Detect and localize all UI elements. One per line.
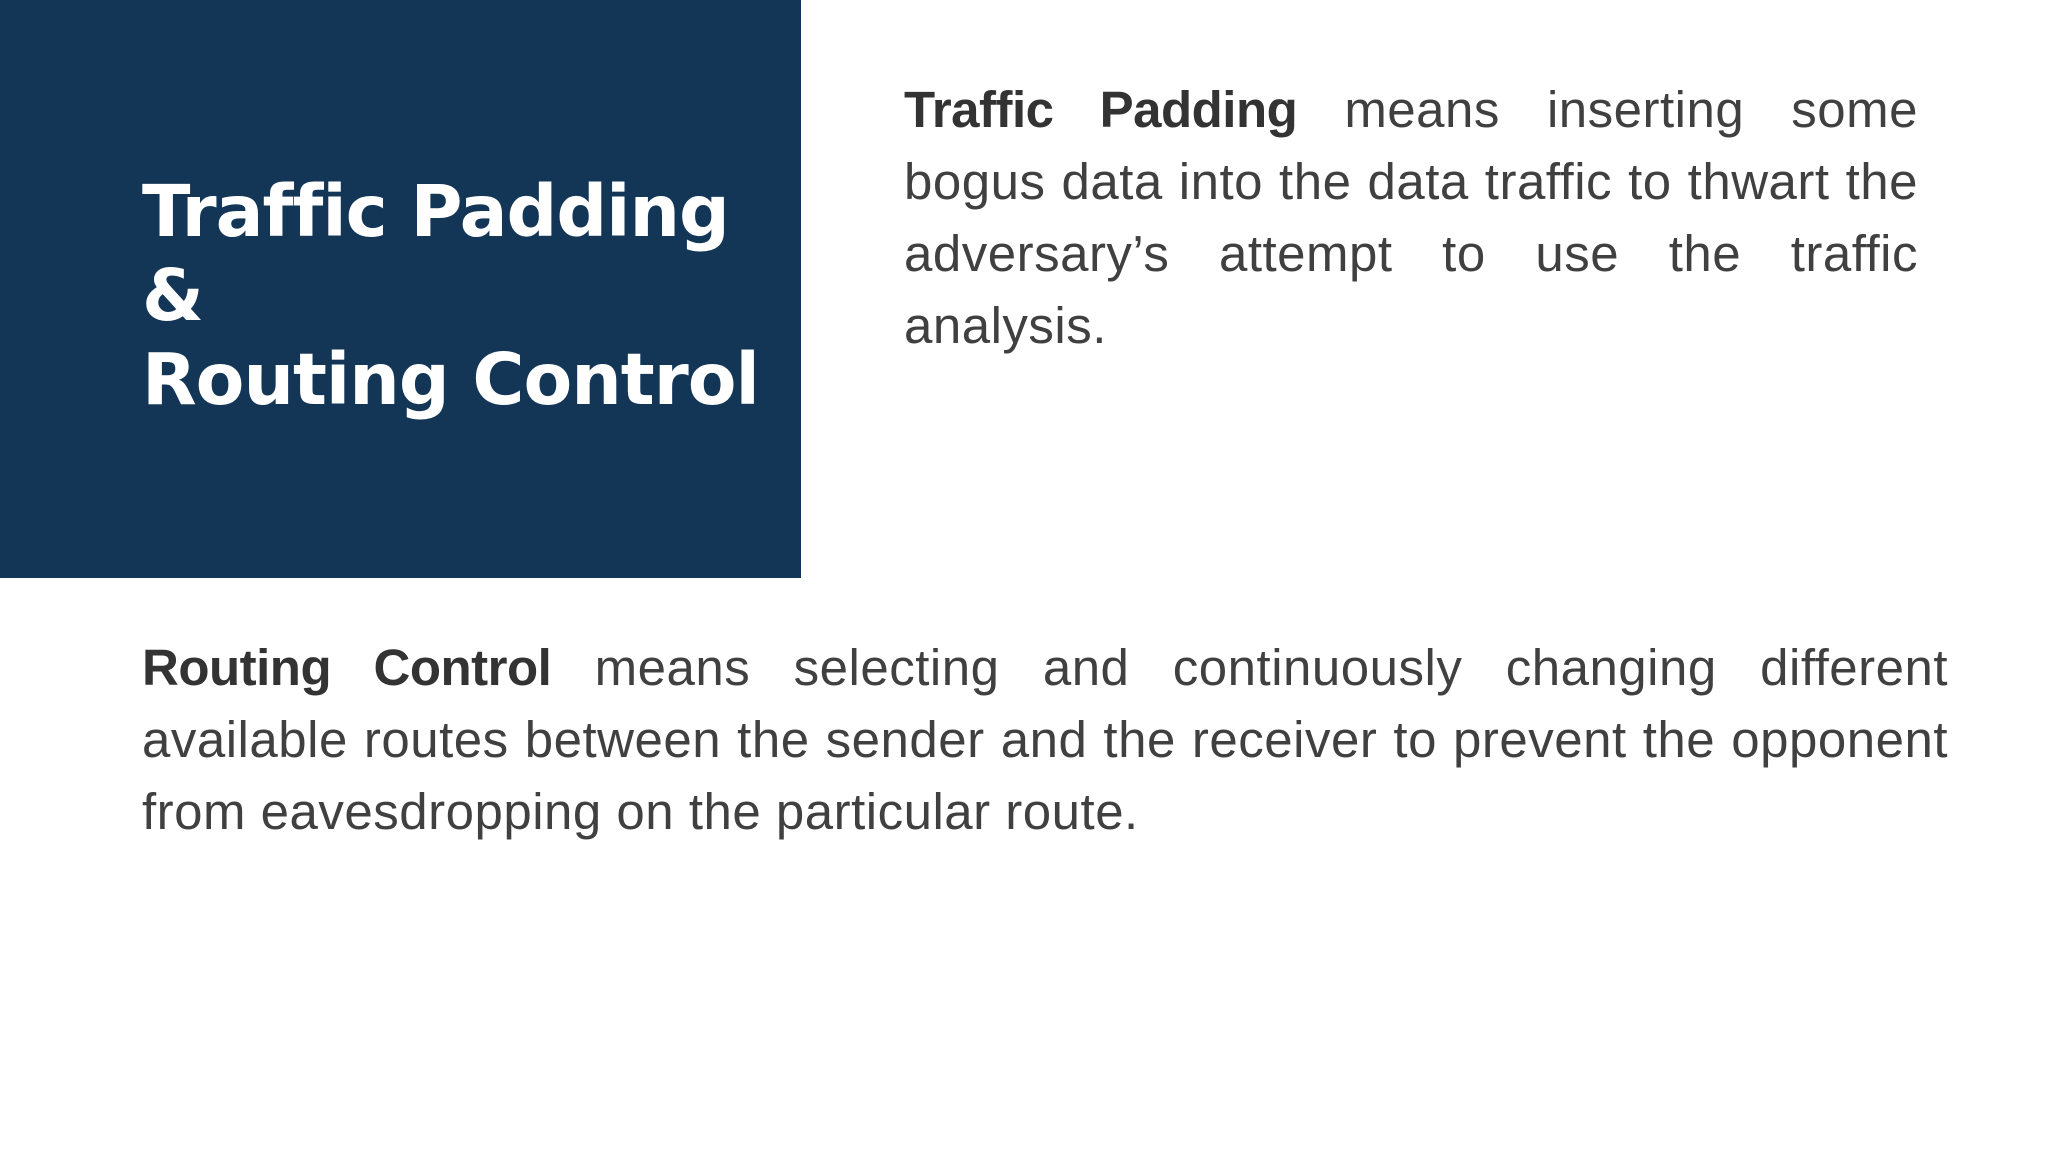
title-line-1: Traffic Padding	[142, 170, 729, 253]
title-line-2: &	[142, 254, 203, 337]
title-panel	[0, 0, 801, 578]
routing-control-term: Routing Control	[142, 639, 552, 696]
traffic-padding-term: Traffic Padding	[904, 81, 1298, 138]
slide-title	[142, 170, 762, 422]
routing-control-paragraph	[142, 632, 1948, 848]
traffic-padding-paragraph	[904, 74, 1918, 362]
traffic-padding-definition: means inserting some bogus data into the data traffic to thwart the adversary’s attempt to use the traffic analysis.	[904, 81, 1918, 354]
title-line-3: Routing Control	[142, 338, 759, 421]
routing-control-definition: means selecting and continuously changing different available routes between the sender and the receiver to prevent the opponent from eavesdropping on the particular route.	[142, 639, 1948, 840]
